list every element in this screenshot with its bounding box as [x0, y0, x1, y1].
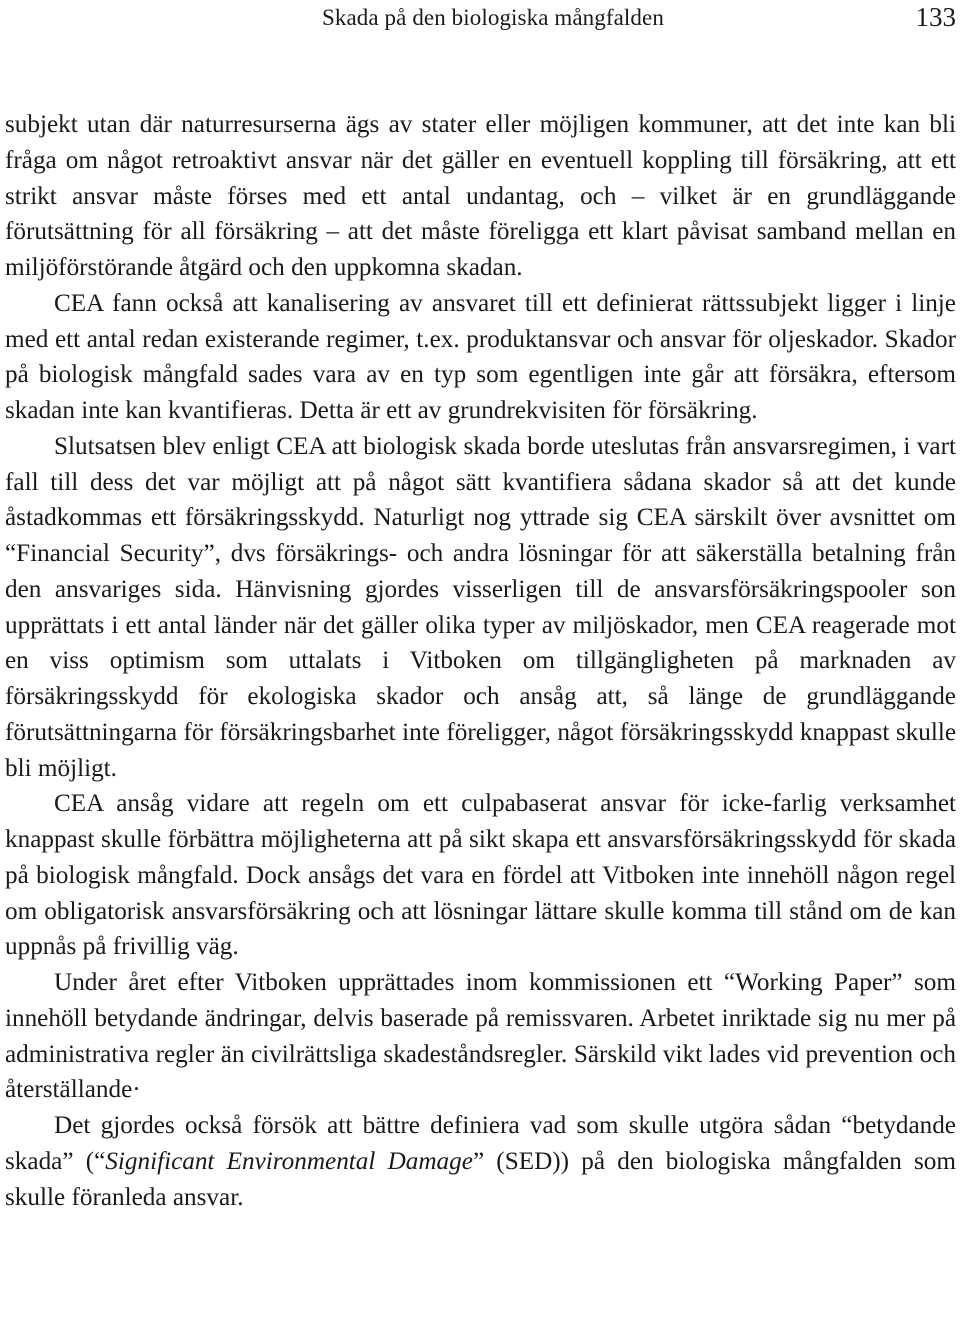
paragraph: Under året efter Vitboken upprättades inom kommissionen ett “Working Paper” som innehöll betydande ändringar, delvis baserade på remissvaren. Arbetet inriktade sig nu mer på administrativa regler än civilrättsliga skadeståndsregler. Särskild vikt lades vid prevention och återställande·	[5, 969, 956, 1104]
paragraph: CEA fann också att kanalisering av ansvaret till ett definierat rättssubjekt ligger i linje med ett antal redan existerande regimer, t.ex. produktansvar och ansvar för oljeskador. Skador på biologisk mångfald sades vara av en typ som egentligen inte går att försäkra, eftersom skadan inte kan kvantifieras. Detta är ett av grundrekvisiten för försäkring.	[5, 289, 956, 424]
paragraph-continued: subjekt utan där naturresurserna ägs av stater eller möjligen kommuner, att det inte kan bli fråga om något retroaktivt ansvar när det gäller en eventuell koppling till försäkring, att ett strikt ansvar måste förses med ett antal undantag, och – vilket är en grundläggande förutsättning för all försäkring – att det måste föreligga ett klart påvisat samband mellan en miljöförstörande åtgärd och den uppkomna skadan.	[5, 111, 956, 281]
page-number: 133	[915, 2, 956, 32]
running-header	[0, 2, 960, 38]
paragraph-text: ” (SED)) på den biologiska mångfalden som skulle föranleda ansvar.	[5, 1147, 956, 1211]
paragraph	[5, 1108, 956, 1215]
emphasized-term: Significant Environmental Damage	[105, 1147, 473, 1175]
running-title: Skada på den biologiska mångfalden	[322, 5, 664, 30]
paragraph: Slutsatsen blev enligt CEA att biologisk skada borde uteslutas från ansvarsregimen, i vart fall till dess det var möjligt att på något sätt kvantifiera sådana skador så att det kunde åstadkommas ett försäkringsskydd. Naturligt nog yttrade sig CEA särskilt över avsnittet om “Financial Security”, dvs försäkrings- och andra lösningar för att säkerställa betalning från den ansvariges sida. Hänvisning gjordes visserligen till de ansvarsförsäkringspooler son upprättats i ett antal länder när det gäller olika typer av miljöskador, men CEA reagerade mot en viss optimism som uttalats i Vitboken om tillgängligheten på marknaden av försäkringsskydd för ekologiska skador och ansåg att, så länge de grundläggande förutsättningarna för försäkringsbarhet inte föreligger, något försäkringsskydd knappast skulle bli möjligt.	[5, 432, 956, 782]
paragraph-text: Det gjordes också försök att bättre definiera vad som skulle utgöra sådan “betydande skada” (“	[5, 1112, 956, 1175]
body-text	[5, 107, 956, 1215]
paragraph: CEA ansåg vidare att regeln om ett culpabaserat ansvar för icke-farlig verksamhet knappast skulle förbättra möjligheterna att på sikt skapa ett ansvarsförsäkringsskydd för skada på biologisk mångfald. Dock ansågs det vara en fördel att Vitboken inte innehöll någon regel om obligatorisk ansvarsförsäkring och att lösningar lättare skulle komma till stånd om de kan uppnås på frivillig väg.	[5, 790, 956, 961]
